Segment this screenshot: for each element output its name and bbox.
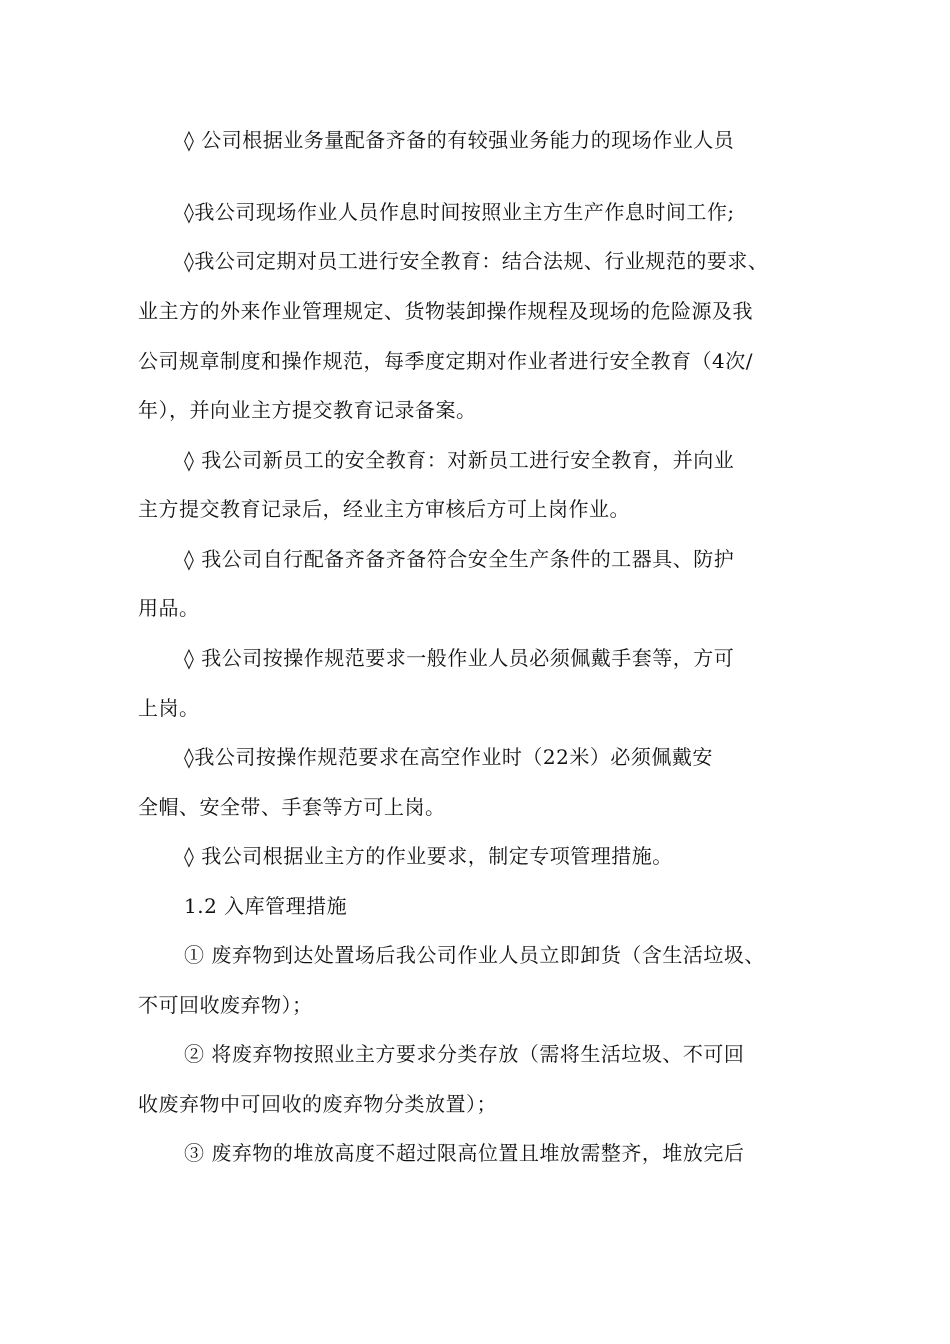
text-line-11: ◊ 我公司按操作规范要求一般作业人员必须佩戴手套等，方可 [184,646,735,670]
section-heading: 1.2 入库管理措施 [184,894,348,918]
text-line-8: 主方提交教育记录后，经业主方审核后方可上岗作业。 [138,497,630,521]
text-line-20: 收废弃物中可回收的废弃物分类放置）； [138,1092,497,1116]
text-line-21: ③ 废弃物的堆放高度不超过限高位置且堆放需整齐，堆放完后 [184,1141,745,1165]
text-line-12: 上岗。 [138,696,200,720]
text-line-18: 不可回收废弃物）； [138,993,313,1017]
text-line-1: ◊ 公司根据业务量配备齐备的有较强业务能力的现场作业人员 [184,128,735,152]
text-line-4: 业主方的外来作业管理规定、货物装卸操作规程及现场的危险源及我 [138,299,753,323]
text-line-17: ① 废弃物到达处置场后我公司作业人员立即卸货（含生活垃圾、 [184,943,765,967]
text-line-15: ◊ 我公司根据业主方的作业要求，制定专项管理措施。 [184,844,673,868]
text-line-19: ② 将废弃物按照业主方要求分类存放（需将生活垃圾、不可回 [184,1042,745,1066]
text-line-3: ◊我公司定期对员工进行安全教育：结合法规、行业规范的要求、 [184,249,769,273]
text-line-9: ◊ 我公司自行配备齐备齐备符合安全生产条件的工器具、防护 [184,547,735,571]
text-line-13: ◊我公司按操作规范要求在高空作业时（22米）必须佩戴安 [184,745,713,769]
text-line-10: 用品。 [138,596,200,620]
text-line-14: 全帽、安全带、手套等方可上岗。 [138,795,446,819]
text-line-7: ◊ 我公司新员工的安全教育：对新员工进行安全教育，并向业 [184,448,735,472]
text-line-6: 年），并向业主方提交教育记录备案。 [138,398,477,422]
text-line-5: 公司规章制度和操作规范，每季度定期对作业者进行安全教育（4次/ [138,349,753,373]
text-line-2: ◊我公司现场作业人员作息时间按照业主方生产作息时间工作; [184,200,735,224]
